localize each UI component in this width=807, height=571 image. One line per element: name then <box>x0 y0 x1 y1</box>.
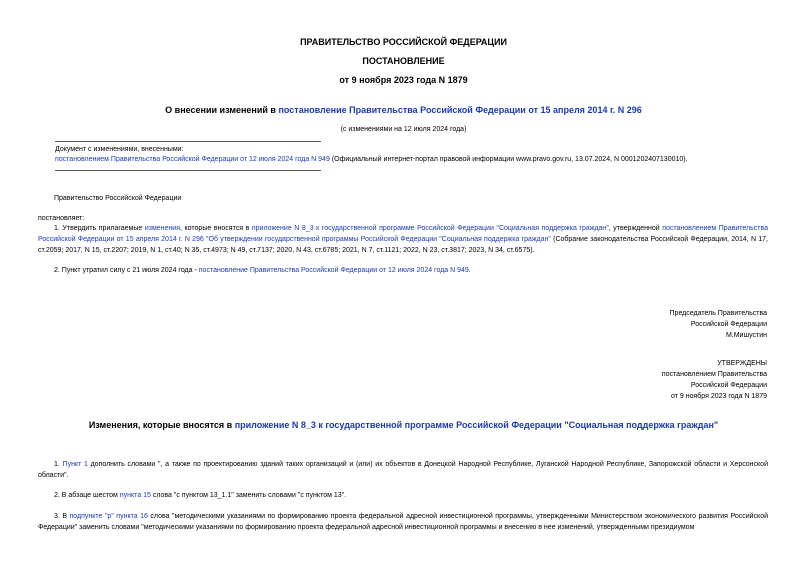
signature-position: Председатель Правительства <box>669 310 767 317</box>
c2-text-1: 2. В абзаце шестом <box>54 492 120 499</box>
p1-text-1: 1. Утвердить прилагаемые <box>54 225 145 232</box>
changes-title <box>0 420 807 430</box>
paragraph-2 <box>38 266 768 277</box>
change-2 <box>38 491 768 502</box>
approved-block <box>662 358 767 402</box>
c2-text-2: слова "с пунктом 13_1.1" заменить словами "с пунктом 13". <box>150 492 347 499</box>
edition-note: (с изменениями на 12 июля 2024 года) <box>340 126 467 133</box>
approved-date: от 9 ноября 2023 года N 1879 <box>671 393 767 400</box>
signature-name: М.Мишустин <box>725 332 767 339</box>
c3-text-1: 3. В <box>54 513 70 520</box>
c3-text-2: слова "методическими указаниями по формированию проекта федеральной адресной инвестиционной программы, утвержденными Министерством экономического развития Российской Федерации" заменить словами "методическими указаниями по формированию проекта федеральной адресной инвестиционной программы и внесению в нее изменений, утвержденными президиумом <box>38 513 768 531</box>
issuer: Правительство Российской Федерации <box>54 195 182 202</box>
changes-title-prefix: Изменения, которые вносятся в <box>88 420 235 430</box>
c3-link-subpoint-r[interactable]: подпункте "р" пункта 16 <box>69 513 148 520</box>
p2-text-1: 2. Пункт утратил силу с 21 июля 2024 года - <box>54 267 199 274</box>
document-title <box>0 105 807 115</box>
signature-block <box>670 308 767 341</box>
p1-link-appendix[interactable]: приложение N 8_3 к государственной программе Российской Федерации "Социальная поддержка граждан" <box>251 225 609 232</box>
c1-number: 1. <box>54 461 63 468</box>
document-type: ПОСТАНОВЛЕНИЕ <box>362 56 445 66</box>
changes-source <box>55 155 775 165</box>
divider-bottom <box>55 170 321 171</box>
divider-top <box>55 141 321 142</box>
changes-publication: (Официальный интернет-портал правовой информации www.pravo.gov.ru, 13.07.2024, N 0001202407130010). <box>329 156 688 163</box>
change-3 <box>38 512 768 534</box>
p1-link-changes[interactable]: изменения <box>144 225 180 232</box>
paragraph-1 <box>38 224 768 256</box>
government-heading: ПРАВИТЕЛЬСТВО РОССИЙСКОЙ ФЕДЕРАЦИИ <box>300 37 507 47</box>
approved-heading: УТВЕРЖДЕНЫ <box>717 360 767 367</box>
approved-organization: Российской Федерации <box>690 382 767 389</box>
changes-label: Документ с изменениями, внесенными: <box>55 146 184 153</box>
p1-text-2: , которые вносятся в <box>180 225 252 232</box>
p1-text-4: (Собрание законодательства Российской Федерации, 2014, N 17, ст.2059; 2017, N 15, ст.2207; 2019, N 1, ст.40; N 35, ст.4973; N 49, ст.7137; 2020, N 43, ст.6785; 2021, N 7, ст.1121; 2022, N 23, ст.3817; 2023, N 34, ст.6575). <box>38 235 768 254</box>
approved-by: постановлением Правительства <box>661 371 767 378</box>
changes-link-949[interactable]: постановлением Правительства Российской Федерации от 12 июля 2024 года N 949 <box>55 156 330 163</box>
title-link-resolution-296[interactable]: постановление Правительства Российской Федерации от 15 апреля 2014 г. N 296 <box>278 105 642 115</box>
c1-text: дополнить словами ", а также по проектированию зданий таких организаций и (или) их объектов в Донецкой Народной Республике, Луганской Народной Республике, Запорожской области и Херсонской области". <box>38 461 768 479</box>
c1-link-point-1[interactable]: Пункт 1 <box>62 461 88 468</box>
p2-text-2: . <box>468 267 471 274</box>
p2-link-949[interactable]: постановление Правительства Российской Федерации от 12 июля 2024 года N 949 <box>198 267 469 274</box>
signature-organization: Российской Федерации <box>690 321 767 328</box>
p1-link-resolution[interactable]: постановлением Правительства Российской Федерации от 15 апреля 2014 г. N 296 "Об утверждении государственной программы Российской Федерации "Социальная поддержка граждан" <box>38 225 768 243</box>
document-date-number: от 9 ноября 2023 года N 1879 <box>339 75 468 85</box>
changes-title-link-appendix[interactable]: приложение N 8_3 к государственной программе Российской Федерации "Социальная поддержка граждан" <box>234 420 719 430</box>
title-prefix: О внесении изменений в <box>165 105 279 115</box>
change-1 <box>38 460 768 482</box>
p1-text-3: , утвержденной <box>608 225 663 232</box>
c2-link-point-15[interactable]: пункта 15 <box>119 492 151 499</box>
decides: постановляет: <box>38 215 85 222</box>
